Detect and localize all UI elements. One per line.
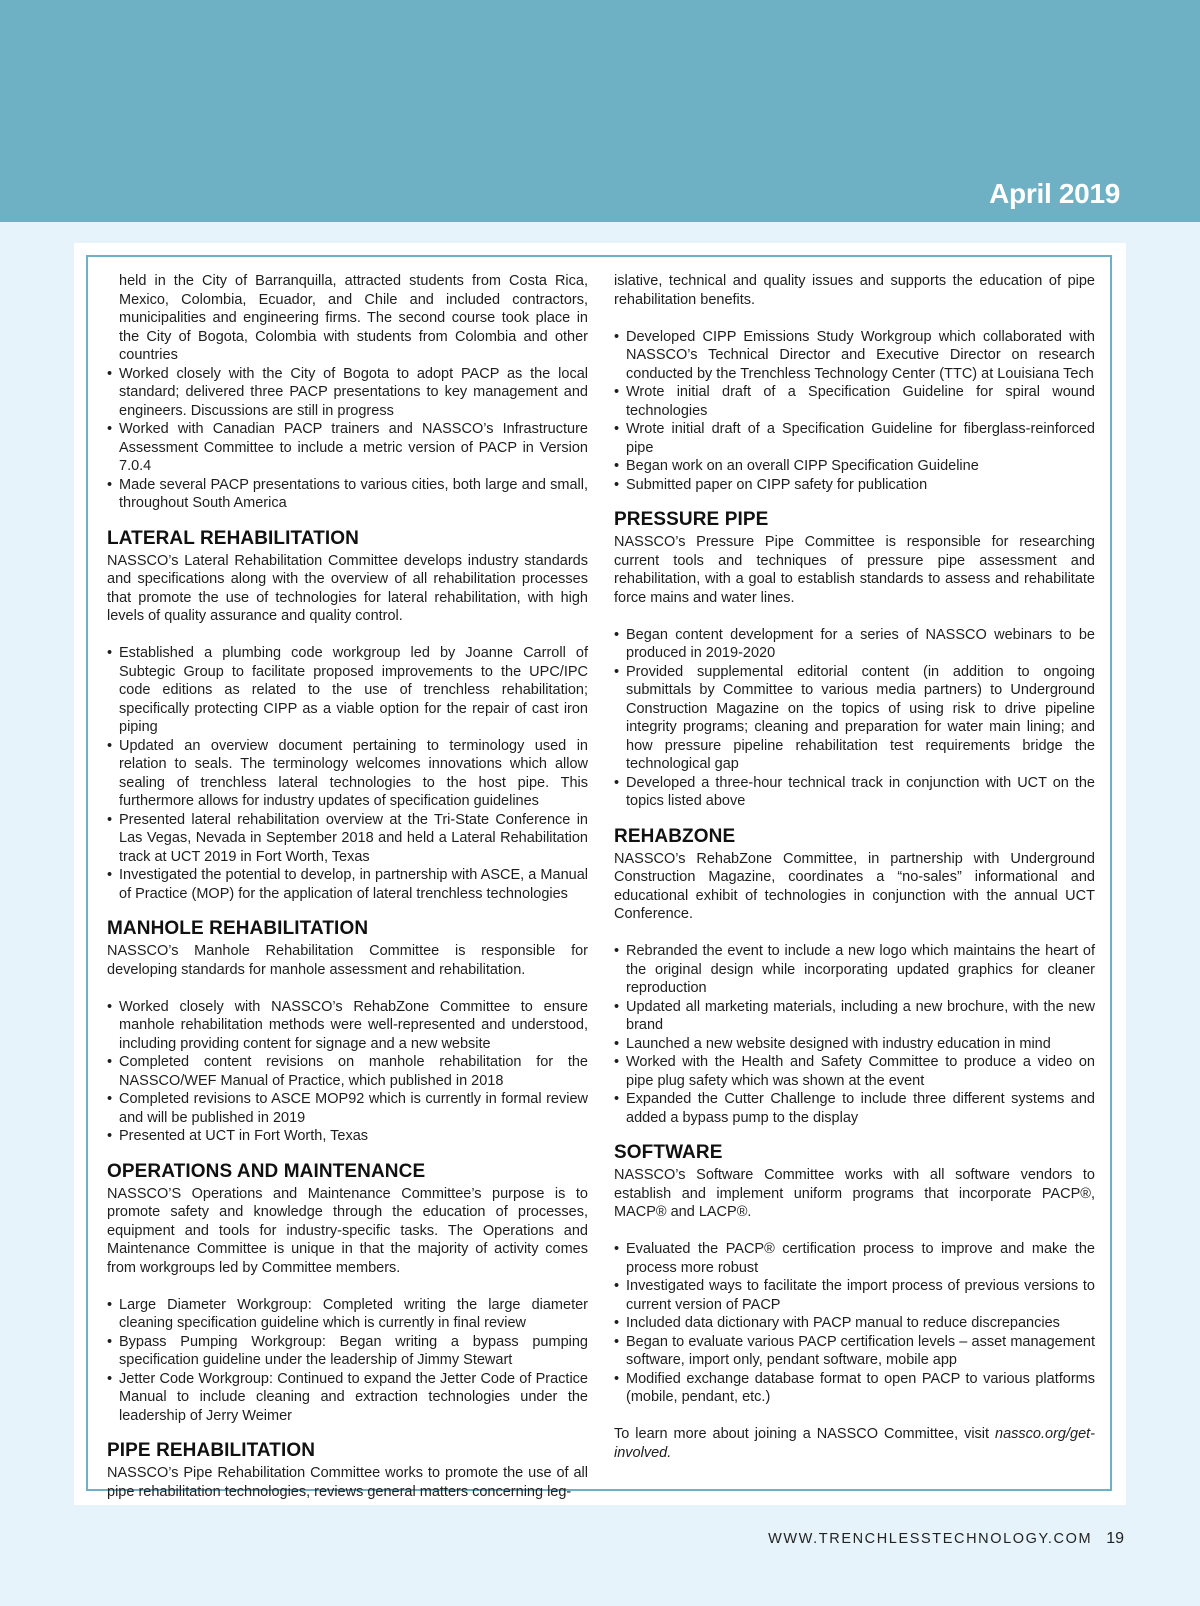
list-item: • Worked closely with NASSCO’s RehabZone Committee to ensure manhole rehabilitation methods were well-represented and understood, including providing content for signage and a new website xyxy=(107,998,588,1054)
list-item: • Large Diameter Workgroup: Completed writing the large diameter cleaning specification guideline which is currently in final review xyxy=(107,1296,588,1333)
manhole-list xyxy=(107,998,588,1146)
get-involved-link[interactable]: nassco.org/get-involved. xyxy=(614,1426,1095,1461)
closing-text: To learn more about joining a NASSCO Committee, visit xyxy=(614,1426,996,1442)
list-item: • Developed a three-hour technical track in conjunction with UCT on the topics listed above xyxy=(614,774,1095,811)
lateral-list xyxy=(107,644,588,903)
list-item: • Launched a new website designed with industry education in mind xyxy=(614,1035,1095,1054)
list-item: • Rebranded the event to include a new logo which maintains the heart of the original design while incorporating updated graphics for cleaner reproduction xyxy=(614,942,1095,998)
list-item: • Worked with Canadian PACP trainers and NASSCO’s Infrastructure Assessment Committee to include a metric version of PACP in Version 7.0.4 xyxy=(107,420,588,476)
page-number: 19 xyxy=(1106,1530,1124,1547)
list-item: • Began content development for a series of NASSCO webinars to be produced in 2019-2020 xyxy=(614,626,1095,663)
software-heading: SOFTWARE xyxy=(614,1142,723,1163)
rehabzone-list xyxy=(614,942,1095,1127)
operations-intro: NASSCO’S Operations and Maintenance Committee’s purpose is to promote safety and knowledge through the education of processes, equipment and tools for industry-specific tasks. The Operations and Maintenance Committee is unique in that the majority of activity comes from workgroups led by Committee members. xyxy=(107,1185,588,1276)
operations-heading: OPERATIONS AND MAINTENANCE xyxy=(107,1160,426,1182)
list-item: • Investigated the potential to develop, in partnership with ASCE, a Manual of Practice (MOP) for the application of lateral trenchless technologies xyxy=(107,866,588,903)
list-item: • Worked closely with the City of Bogota to adopt PACP as the local standard; delivered three PACP presentations to key management and engineers. Discussions are still in progress xyxy=(107,365,588,421)
list-item: • Investigated ways to facilitate the import process of previous versions to current version of PACP xyxy=(614,1277,1095,1314)
list-item: • Presented lateral rehabilitation overview at the Tri-State Conference in Las Vegas, Nevada in September 2018 and held a Lateral Rehabilitation track at UCT 2019 in Fort Worth, Texas xyxy=(107,811,588,867)
list-item: • Updated an overview document pertaining to terminology used in relation to seals. The terminology welcomes innovations which allow sealing of trenchless lateral technologies to the host pipe. This furthermore allows for industry updates of specification guidelines xyxy=(107,737,588,811)
list-item: • Completed revisions to ASCE MOP92 which is currently in formal review and will be published in 2019 xyxy=(107,1090,588,1127)
pressure-list xyxy=(614,626,1095,811)
list-item: held in the City of Barranquilla, attracted students from Costa Rica, Mexico, Colombia, Ecuador, and Chile and included contractors, municipalities and engineering firms. The second course took place in the City of Bogota, Colombia with students from Colombia and other countries xyxy=(119,273,588,363)
list-item: • Modified exchange database format to open PACP to various platforms (mobile, pendant, etc.) xyxy=(614,1370,1095,1407)
list-item: • Evaluated the PACP® certification process to improve and make the process more robust xyxy=(614,1240,1095,1277)
list-item: • Established a plumbing code workgroup led by Joanne Carroll of Subtegic Group to facilitate proposed improvements to the UPC/IPC code editions as related to the use of trenchless rehabilitation; specifically protecting CIPP as a viable option for the repair of cast iron piping xyxy=(107,644,588,737)
list-item: • Updated all marketing materials, including a new brochure, with the new brand xyxy=(614,998,1095,1035)
manhole-heading: MANHOLE REHABILITATION xyxy=(107,918,369,939)
pressure-intro: NASSCO’s Pressure Pipe Committee is responsible for researching current tools and techniques of pressure pipe assessment and rehabilitation, with a goal to establish standards to assess and rehabilitate force mains and water lines. xyxy=(614,534,1095,606)
lateral-heading: LATERAL REHABILITATION xyxy=(107,527,359,549)
list-item: • Worked with the Health and Safety Committee to produce a video on pipe plug safety which was shown at the event xyxy=(614,1053,1095,1090)
manhole-intro: NASSCO’s Manhole Rehabilitation Committee is responsible for developing standards for manhole assessment and rehabilitation. xyxy=(107,943,588,978)
list-item: • Presented at UCT in Fort Worth, Texas xyxy=(107,1127,588,1146)
list-item: • Provided supplemental editorial content (in addition to ongoing submittals by Committee to various media partners) to Underground Construction Magazine on the topics of using risk to drive pipeline integrity programs; cleaning and preparation for water main lining; and how pressure pipeline rehabilitation test requirements bridge the technological gap xyxy=(614,663,1095,774)
pipe-rehab-heading: PIPE REHABILITATION xyxy=(107,1440,316,1461)
lateral-intro: NASSCO’s Lateral Rehabilitation Committee develops industry standards and specifications along with the overview of all rehabilitation processes that promote the use of technologies for lateral rehabilitation, with high levels of quality assurance and quality control. xyxy=(107,552,588,624)
list-item: • Began to evaluate various PACP certification levels – asset management software, import only, pendant software, mobile app xyxy=(614,1333,1095,1370)
list-item: • Bypass Pumping Workgroup: Began writing a bypass pumping specification guideline under the leadership of Jimmy Stewart xyxy=(107,1333,588,1370)
software-list xyxy=(614,1240,1095,1407)
pressure-heading: PRESSURE PIPE xyxy=(614,509,769,530)
left-column xyxy=(107,272,588,1501)
pipe-rehab-intro-continued: islative, technical and quality issues and supports the education of pipe rehabilitation benefits. xyxy=(614,273,1095,308)
pipe-rehab-list xyxy=(614,328,1095,495)
operations-list xyxy=(107,1296,588,1426)
list-item: • Began work on an overall CIPP Specification Guideline xyxy=(614,457,1095,476)
list-item: • Developed CIPP Emissions Study Workgroup which collaborated with NASSCO’s Technical Director and Executive Director on research conducted by the Trenchless Technology Center (TTC) at Louisiana Tech xyxy=(614,328,1095,384)
list-item: • Submitted paper on CIPP safety for publication xyxy=(614,476,1095,495)
software-intro: NASSCO’s Software Committee works with all software vendors to establish and implement uniform programs that incorporate PACP®, MACP® and LACP®. xyxy=(614,1167,1095,1220)
footer xyxy=(768,1530,1124,1548)
list-item: • Expanded the Cutter Challenge to include three different systems and added a bypass pump to the display xyxy=(614,1090,1095,1127)
list-item: • Made several PACP presentations to various cities, both large and small, throughout South America xyxy=(107,476,588,513)
list-item: • Wrote initial draft of a Specification Guideline for fiberglass-reinforced pipe xyxy=(614,420,1095,457)
pipe-rehab-intro: NASSCO’s Pipe Rehabilitation Committee works to promote the use of all pipe rehabilitation technologies, reviews general matters concerning leg- xyxy=(107,1465,588,1500)
site-url: WWW.TRENCHLESSTECHNOLOGY.COM xyxy=(768,1531,1093,1547)
closing-paragraph xyxy=(614,1425,1095,1462)
rehabzone-intro: NASSCO’s RehabZone Committee, in partnership with Underground Construction Magazine, coordinates a “no-sales” informational and educational exhibit of technologies in conjunction with the annual UCT Conference. xyxy=(614,850,1095,922)
rehabzone-heading: REHABZONE xyxy=(614,825,736,847)
issue-date: April 2019 xyxy=(989,178,1120,209)
list-item: • Wrote initial draft of a Specification Guideline for spiral wound technologies xyxy=(614,383,1095,420)
intro-list xyxy=(107,272,588,513)
list-item: • Included data dictionary with PACP manual to reduce discrepancies xyxy=(614,1314,1095,1333)
right-column xyxy=(614,272,1095,1462)
list-item: • Completed content revisions on manhole rehabilitation for the NASSCO/WEF Manual of Practice, which published in 2018 xyxy=(107,1053,588,1090)
list-item: • Jetter Code Workgroup: Continued to expand the Jetter Code of Practice Manual to include cleaning and extraction technologies under the leadership of Jerry Weimer xyxy=(107,1370,588,1426)
